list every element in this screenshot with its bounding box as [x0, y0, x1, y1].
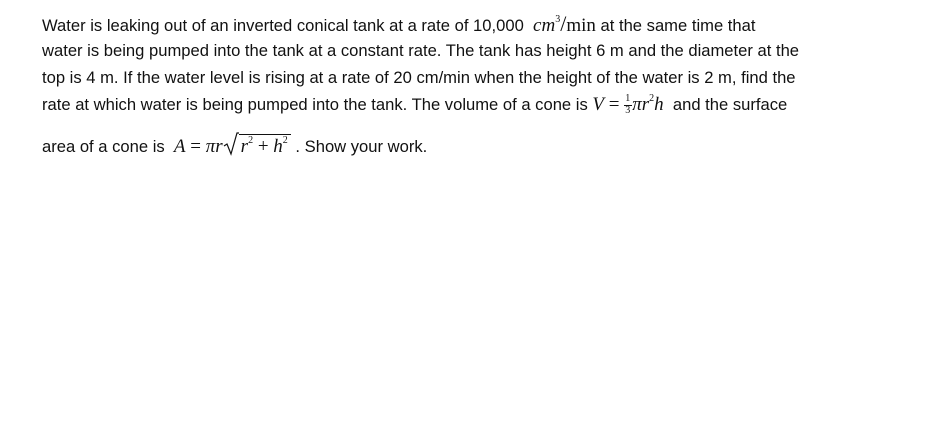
leak-rate-unit-min: min [566, 15, 596, 36]
volume-formula [592, 94, 663, 115]
area-formula-pi-r: πr [205, 136, 223, 157]
leak-rate-unit-exponent: 3 [555, 14, 561, 25]
area-formula-equals: = [185, 136, 206, 157]
problem-line-3: top is 4 m. If the water level is rising at a rate of 20 cm/min when the height of the water is 2 m, find the [42, 68, 796, 87]
problem-line-4-text: rate at which water is being pumped into the tank. The volume of a cone is [42, 95, 588, 114]
surface-area-formula [174, 136, 291, 157]
problem-line-5 [42, 132, 902, 159]
volume-formula-h: h [654, 94, 664, 115]
radicand-plus: + [253, 136, 274, 157]
problem-line-1-text: Water is leaking out of an inverted conical tank at a rate of 10,000 [42, 16, 524, 35]
leak-rate-unit [533, 11, 596, 36]
radicand-h-exponent: 2 [282, 135, 288, 146]
one-third-fraction [624, 93, 632, 116]
fraction-denominator: 3 [625, 105, 631, 116]
square-root-radicand [239, 134, 291, 157]
volume-formula-equals: = [604, 94, 625, 115]
problem-line-2: water is being pumped into the tank at a constant rate. The tank has height 6 m and the diameter at the [42, 41, 800, 60]
problem-line-1-tail: at the same time that [600, 16, 756, 35]
square-root-icon [223, 132, 239, 156]
problem-line-5-tail: . Show your work. [295, 137, 428, 156]
problem-line-4-tail: and the surface [672, 95, 788, 114]
fraction-numerator: 1 [625, 93, 631, 104]
leak-rate-unit-slash: / [560, 11, 567, 36]
problem-line-5-text: area of a cone is [42, 137, 165, 156]
radicand-h: h [273, 136, 283, 157]
radicand-r: r [240, 136, 249, 157]
radicand-r-exponent: 2 [248, 135, 254, 146]
volume-formula-lhs: V [592, 94, 604, 115]
volume-formula-pi-r: πr [632, 94, 650, 115]
volume-formula-exponent: 2 [649, 93, 655, 104]
problem-statement [42, 10, 902, 159]
problem-line-1 [42, 10, 902, 37]
leak-rate-unit-cm: cm [533, 15, 556, 36]
problem-line-4 [42, 91, 902, 118]
area-formula-lhs: A [173, 136, 186, 157]
